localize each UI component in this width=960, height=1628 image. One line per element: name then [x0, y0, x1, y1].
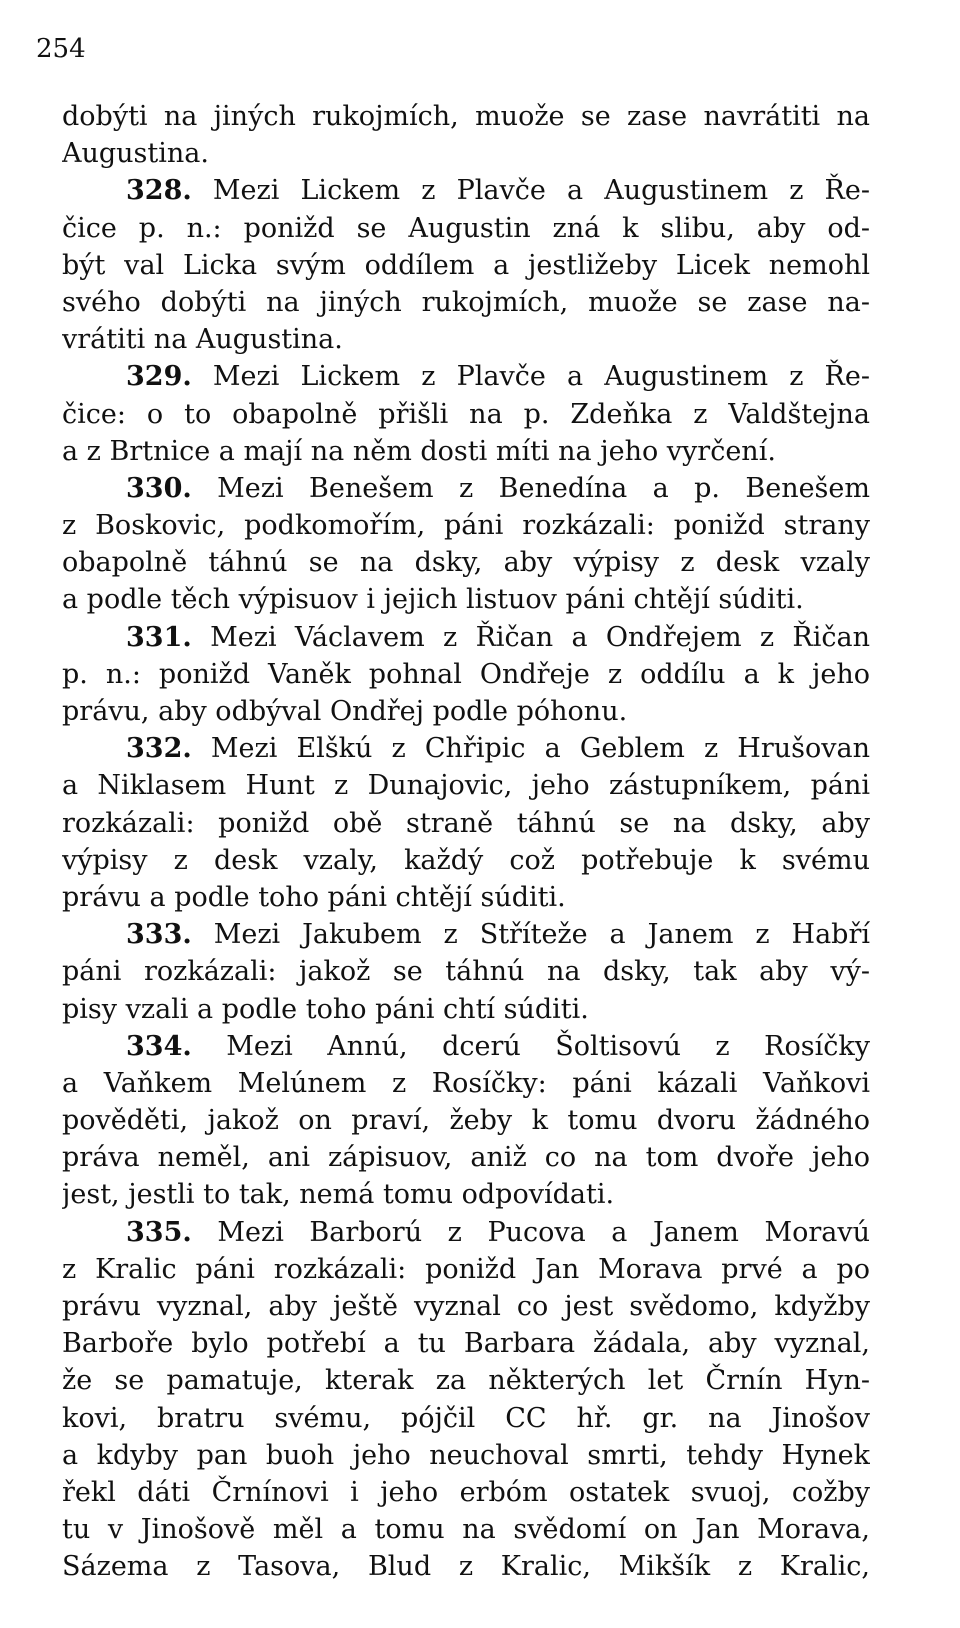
line-text: a Niklasem Hunt z Dunajovic, jeho zástupníkem, páni	[62, 770, 870, 802]
line-text: že se pamatuje, kterak za některých let Črnín Hyn-	[62, 1365, 870, 1397]
line-text: Mezi Annú, dcerú Šoltisovú z Rosíčky	[191, 1030, 870, 1062]
text-line	[62, 1288, 870, 1325]
entry-number: 329.	[126, 361, 192, 393]
text-line	[62, 135, 870, 172]
text-line	[62, 1325, 870, 1362]
paragraph-start-line	[62, 1214, 870, 1251]
line-text: pověděti, jakož on praví, žeby k tomu dvoru žádného	[62, 1105, 870, 1137]
text-line	[62, 1251, 870, 1288]
line-text: a Vaňkem Melúnem z Rosíčky: páni kázali Vaňkovi	[62, 1067, 870, 1099]
text-line	[62, 1511, 870, 1548]
text-line	[62, 1474, 870, 1511]
line-text: svého dobýti na jiných rukojmích, muože se zase na-	[62, 286, 870, 318]
text-line	[62, 767, 870, 804]
text-line	[62, 805, 870, 842]
entry-number: 333.	[126, 919, 192, 951]
line-text: čice p. n.: ponižd se Augustin zná k slibu, aby od-	[62, 212, 870, 244]
text-line	[62, 507, 870, 544]
line-text: řekl dáti Črnínovi i jeho erbóm ostatek svuoj, cožby	[62, 1476, 870, 1508]
text-line	[62, 991, 870, 1028]
text-line	[62, 953, 870, 990]
entry-number: 335.	[126, 1216, 192, 1248]
text-line	[62, 1139, 870, 1176]
line-text: Mezi Václavem z Řičan a Ondřejem z Řičan	[191, 621, 870, 653]
paragraph-start-line	[62, 358, 870, 395]
line-text: rozkázali: ponižd obě straně táhnú se na dsky, aby	[62, 807, 870, 839]
line-text: práva neměl, ani zápisuov, aniž co na tom dvoře jeho	[62, 1142, 870, 1174]
line-text: Mezi Jakubem z Stříteže a Janem z Habří	[191, 919, 870, 951]
text-line	[62, 1437, 870, 1474]
line-text: být val Licka svým oddílem a jestližeby Licek nemohl	[62, 249, 870, 281]
text-line	[62, 1400, 870, 1437]
text-line	[62, 581, 870, 618]
entry-number: 331.	[126, 621, 192, 653]
text-line	[62, 879, 870, 916]
line-text: vrátiti na Augustina.	[62, 324, 343, 356]
text-line	[62, 98, 870, 135]
line-text: výpisy z desk vzaly, každý což potřebuje k svému	[62, 844, 870, 876]
entry-number: 332.	[126, 733, 192, 765]
body-text	[62, 98, 870, 1586]
page-number: 254	[36, 34, 86, 64]
paragraph-start-line	[62, 619, 870, 656]
line-text: p. n.: ponižd Vaněk pohnal Ondřeje z oddílu a k jeho	[62, 658, 870, 690]
line-text: Mezi Lickem z Plavče a Augustinem z Ře-	[191, 175, 870, 207]
entry-number: 330.	[126, 472, 192, 504]
text-line	[62, 284, 870, 321]
line-text: obapolně táhnú se na dsky, aby výpisy z desk vzaly	[62, 547, 870, 579]
text-line	[62, 247, 870, 284]
text-line	[62, 1548, 870, 1585]
text-line	[62, 1176, 870, 1213]
paragraph-start-line	[62, 172, 870, 209]
line-text: Augustina.	[62, 138, 209, 170]
line-text: a z Brtnice a mají na něm dosti míti na jeho vyrčení.	[62, 435, 776, 467]
text-line	[62, 656, 870, 693]
entry-number: 334.	[126, 1030, 192, 1062]
paragraph-start-line	[62, 470, 870, 507]
text-line	[62, 1065, 870, 1102]
text-line	[62, 693, 870, 730]
line-text: Sázema z Tasova, Blud z Kralic, Mikšík z Kralic,	[62, 1551, 870, 1583]
text-line	[62, 321, 870, 358]
text-line	[62, 1362, 870, 1399]
text-line	[62, 544, 870, 581]
line-text: tu v Jinošově měl a tomu na svědomí on Jan Morava,	[62, 1514, 870, 1546]
entry-number: 328.	[126, 175, 192, 207]
paragraph-start-line	[62, 916, 870, 953]
text-line	[62, 1102, 870, 1139]
line-text: kovi, bratru svému, pójčil CC hř. gr. na Jinošov	[62, 1402, 870, 1434]
text-line	[62, 396, 870, 433]
line-text: čice: o to obapolně přišli na p. Zdeňka z Valdštejna	[62, 398, 870, 430]
line-text: právu a podle toho páni chtějí súditi.	[62, 881, 566, 913]
text-line	[62, 210, 870, 247]
line-text: právu vyznal, aby ještě vyznal co jest svědomo, kdyžby	[62, 1291, 870, 1322]
line-text: dobýti na jiných rukojmích, muože se zase navrátiti na	[62, 101, 870, 132]
line-text: a podle těch výpisuov i jejich listuov páni chtějí súditi.	[62, 584, 804, 616]
line-text: Mezi Benešem z Benedína a p. Benešem	[191, 472, 870, 504]
line-text: Mezi Barború z Pucova a Janem Moravú	[191, 1216, 870, 1248]
text-line	[62, 433, 870, 470]
line-text: Barboře bylo potřebí a tu Barbara žádala, aby vyznal,	[62, 1328, 870, 1360]
line-text: z Boskovic, podkomořím, páni rozkázali: ponižd strany	[62, 510, 870, 542]
line-text: pisy vzali a podle toho páni chtí súditi.	[62, 993, 589, 1025]
line-text: a kdyby pan buoh jeho neuchoval smrti, tehdy Hynek	[62, 1439, 870, 1471]
paragraph-start-line	[62, 730, 870, 767]
line-text: právu, aby odbýval Ondřej podle póhonu.	[62, 696, 628, 727]
line-text: z Kralic páni rozkázali: ponižd Jan Morava prvé a po	[62, 1253, 870, 1285]
line-text: páni rozkázali: jakož se táhnú na dsky, tak aby vý-	[62, 956, 870, 988]
line-text: Mezi Elškú z Chřipic a Geblem z Hrušovan	[191, 733, 870, 765]
paragraph-start-line	[62, 1028, 870, 1065]
line-text: jest, jestli to tak, nemá tomu odpovídati.	[62, 1179, 615, 1211]
text-line	[62, 842, 870, 879]
line-text: Mezi Lickem z Plavče a Augustinem z Ře-	[191, 361, 870, 393]
